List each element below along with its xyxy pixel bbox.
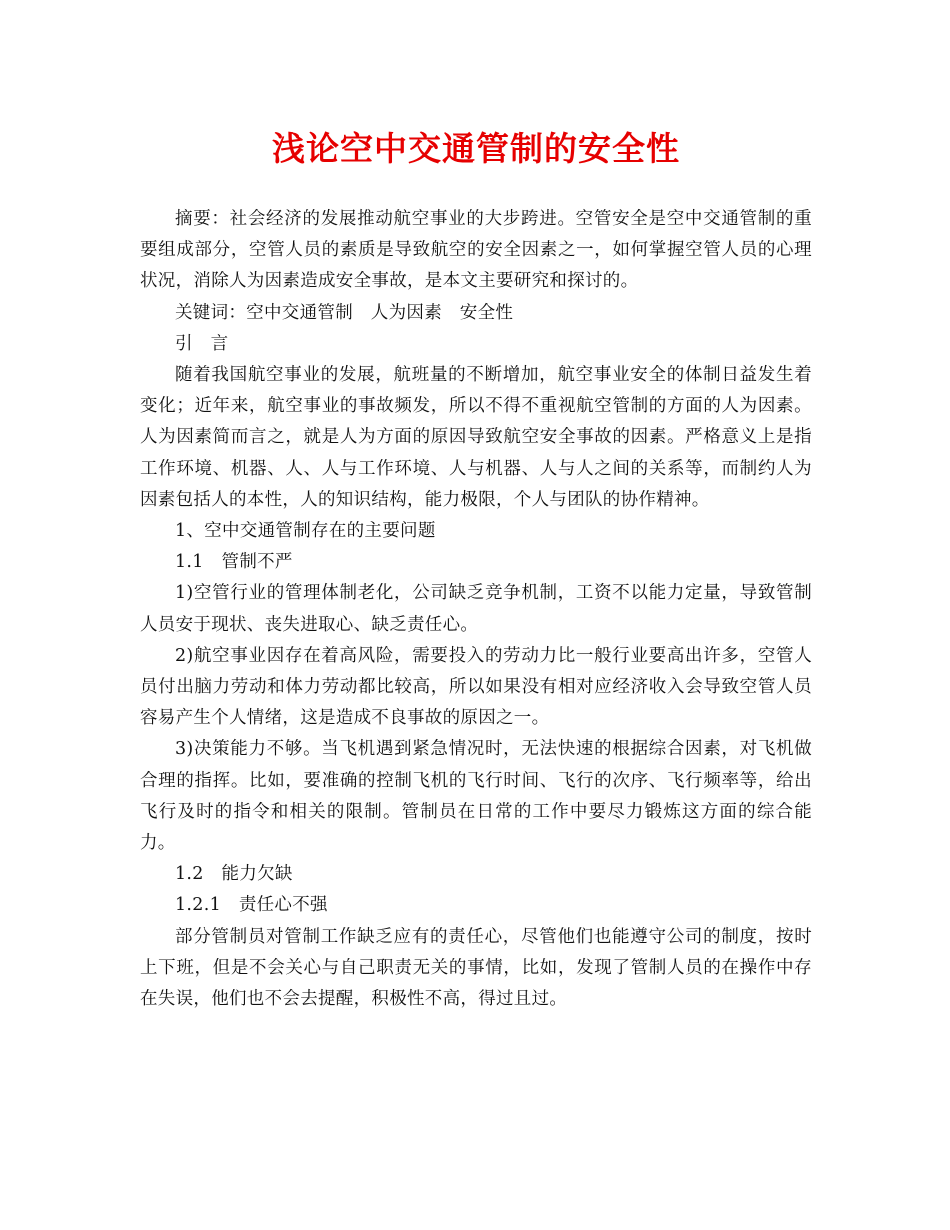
section-1-heading: 1、空中交通管制存在的主要问题 xyxy=(175,521,436,542)
section-1-2-1-heading: 1.2.1 责任心不强 xyxy=(175,895,328,916)
list-item-1: 1)空管行业的管理体制老化，公司缺乏竞争机制，工资不以能力定量，导致管制人员安于现状、丧失进取心、缺乏责任心。 xyxy=(140,583,812,635)
list-item-2: 2)航空事业因存在着高风险，需要投入的劳动力比一般行业要高出许多，空管人员付出脑力劳动和体力劳动都比较高，所以如果没有相对应经济收入会导致空管人员容易产生个人情绪，这是造成不良事故的原因之一。 xyxy=(140,645,812,729)
introduction-heading: 引 言 xyxy=(175,333,229,354)
section-1-1-heading: 1.1 管制不严 xyxy=(175,552,293,573)
introduction-paragraph: 随着我国航空事业的发展，航班量的不断增加，航空事业安全的体制日益发生着变化；近年来，航空事业的事故频发，所以不得不重视航空管制的方面的人为因素。人为因素简而言之，就是人为方面的原因导致航空安全事故的因素。严格意义上是指工作环境、机器、人、人与工作环境、人与机器、人与人之间的关系等，而制约人为因素包括人的本性，人的知识结构，能力极限，个人与团队的协作精神。 xyxy=(140,365,812,510)
document-title: 浅论空中交通管制的安全性 xyxy=(272,129,680,168)
keywords-paragraph: 关键词：空中交通管制 人为因素 安全性 xyxy=(175,302,514,323)
document-page xyxy=(140,0,812,1010)
section-1-2-heading: 1.2 能力欠缺 xyxy=(175,864,293,885)
abstract-paragraph: 摘要：社会经济的发展推动航空事业的大步跨进。空管安全是空中交通管制的重要组成部分，空管人员的素质是导致航空的安全因素之一，如何掌握空管人员的心理状况，消除人为因素造成安全事故，是本文主要研究和探讨的。 xyxy=(140,209,812,292)
responsibility-paragraph: 部分管制员对管制工作缺乏应有的责任心，尽管他们也能遵守公司的制度，按时上下班，但是不会关心与自己职责无关的事情，比如，发现了管制人员的在操作中存在失误，他们也不会去提醒，积极性不高，得过且过。 xyxy=(140,926,812,1010)
document-body xyxy=(140,204,812,1015)
list-item-3: 3)决策能力不够。当飞机遇到紧急情况时，无法快速的根据综合因素，对飞机做合理的指挥。比如，要准确的控制飞机的飞行时间、飞行的次序、飞行频率等，给出飞行及时的指令和相关的限制。管制员在日常的工作中要尽力锻炼这方面的综合能力。 xyxy=(140,739,812,854)
